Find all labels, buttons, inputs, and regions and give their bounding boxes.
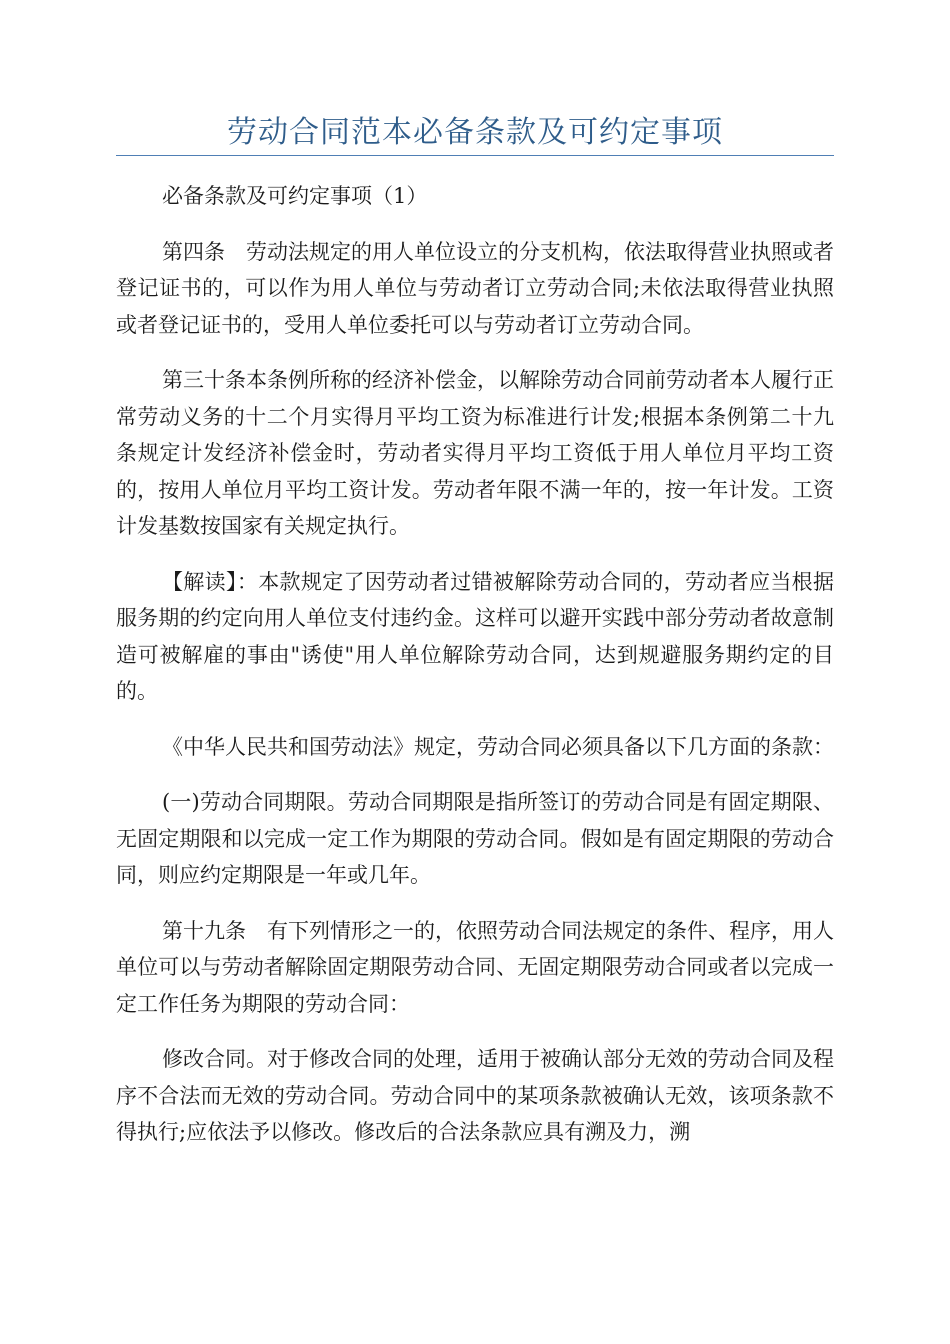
paragraph-interpretation: 【解读】：本款规定了因劳动者过错被解除劳动合同的，劳动者应当根据服务期的约定向用人单位支付违约金。这样可以避开实践中部分劳动者故意制造可被解雇的事由"诱使"用人单位解除劳动合同，达到规避服务期约定的目的。 <box>116 569 834 703</box>
paragraph-article-19: 第十九条 有下列情形之一的，依照劳动合同法规定的条件、程序，用人单位可以与劳动者解除固定期限劳动合同、无固定期限劳动合同或者以完成一定工作任务为期限的劳动合同： <box>116 918 834 1016</box>
document-title: 劳动合同范本必备条款及可约定事项 <box>227 115 723 150</box>
paragraph-contract-term: (一)劳动合同期限。劳动合同期限是指所签订的劳动合同是有固定期限、无固定期限和以完成一定工作为期限的劳动合同。假如是有固定期限的劳动合同，则应约定期限是一年或几年。 <box>116 790 834 887</box>
paragraph-labor-law-intro: 《中华人民共和国劳动法》规定，劳动合同必须具备以下几方面的条款： <box>162 734 834 759</box>
paragraph-modify-contract: 修改合同。对于修改合同的处理，适用于被确认部分无效的劳动合同及程序不合法而无效的劳动合同。劳动合同中的某项条款被确认无效，该项条款不得执行;应依法予以修改。修改后的合法条款应具有溯及力，溯 <box>116 1047 834 1144</box>
document-body <box>116 178 834 1170</box>
title-underline <box>116 155 834 156</box>
paragraph-article-30: 第三十条本条例所称的经济补偿金，以解除劳动合同前劳动者本人履行正常劳动义务的十二个月实得月平均工资为标准进行计发;根据本条例第二十九条规定计发经济补偿金时，劳动者实得月平均工资低于用人单位月平均工资的，按用人单位月平均工资计发。劳动者年限不满一年的，按一年计发。工资计发基数按国家有关规定执行。 <box>116 368 834 538</box>
paragraph-section-heading: 必备条款及可约定事项（1） <box>162 184 428 208</box>
paragraph-article-4: 第四条 劳动法规定的用人单位设立的分支机构，依法取得营业执照或者登记证书的，可以作为用人单位与劳动者订立劳动合同;未依法取得营业执照或者登记证书的，受用人单位委托可以与劳动者订立劳动合同。 <box>116 239 834 337</box>
